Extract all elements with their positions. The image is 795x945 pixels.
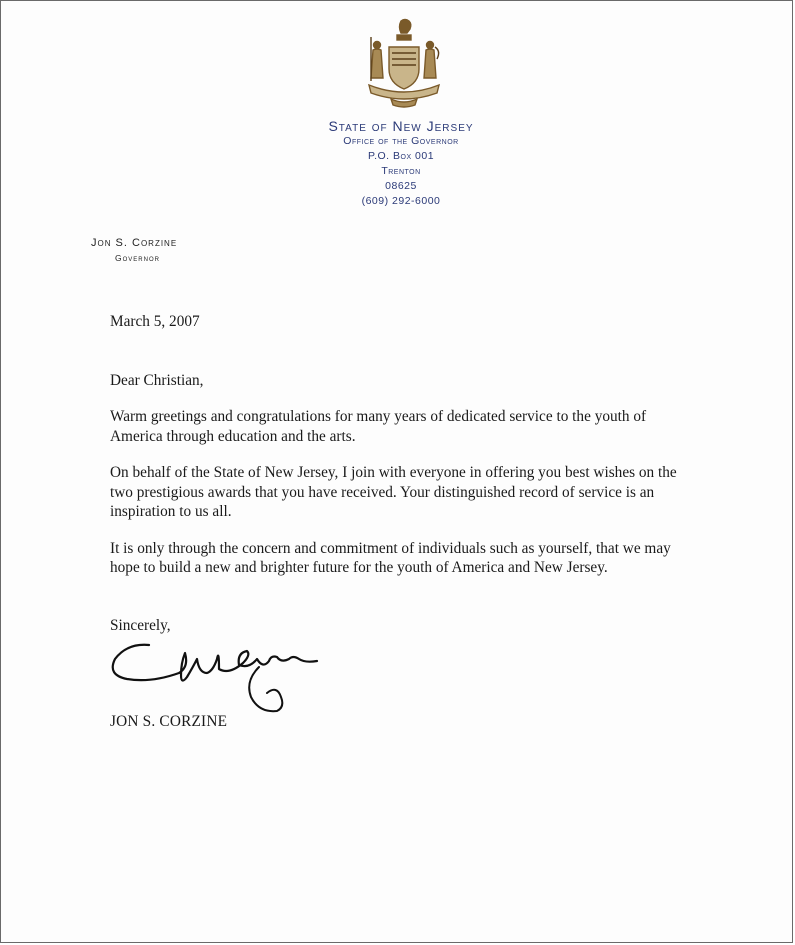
paragraph: Warm greetings and congratulations for many years of dedicated service to the youth of America through education and the arts.: [110, 408, 647, 445]
city: Trenton: [381, 165, 421, 177]
closing: Sincerely,: [110, 617, 171, 634]
office-name: Office of the Governor: [343, 135, 459, 147]
signer-name: JON S. CORZINE: [110, 713, 228, 730]
po-box: P.O. Box 001: [367, 150, 435, 162]
letter-body: [110, 312, 680, 595]
paragraph: On behalf of the State of New Jersey, I join with everyone in offering you best wishes on the two prestigious awards that you have received. Your distinguished record of service is an inspiration to us all.: [110, 464, 677, 520]
signature-image: [109, 637, 341, 715]
paragraph: It is only through the concern and commitment of individuals such as yourself, that we may hope to build a new and brighter future for the youth of America and New Jersey.: [110, 539, 671, 576]
sender-title: Governor: [115, 253, 160, 263]
sender-block: [91, 237, 177, 263]
sender-name: Jon S. Corzine: [91, 237, 178, 249]
state-name: State of New Jersey: [328, 118, 474, 134]
salutation: Dear Christian,: [110, 371, 204, 389]
phone-number: (609) 292-6000: [361, 195, 441, 207]
zip-code: 08625: [385, 180, 417, 192]
state-seal-icon: [363, 17, 445, 111]
letter-date: March 5, 2007: [110, 313, 200, 330]
letterhead: [251, 118, 551, 209]
